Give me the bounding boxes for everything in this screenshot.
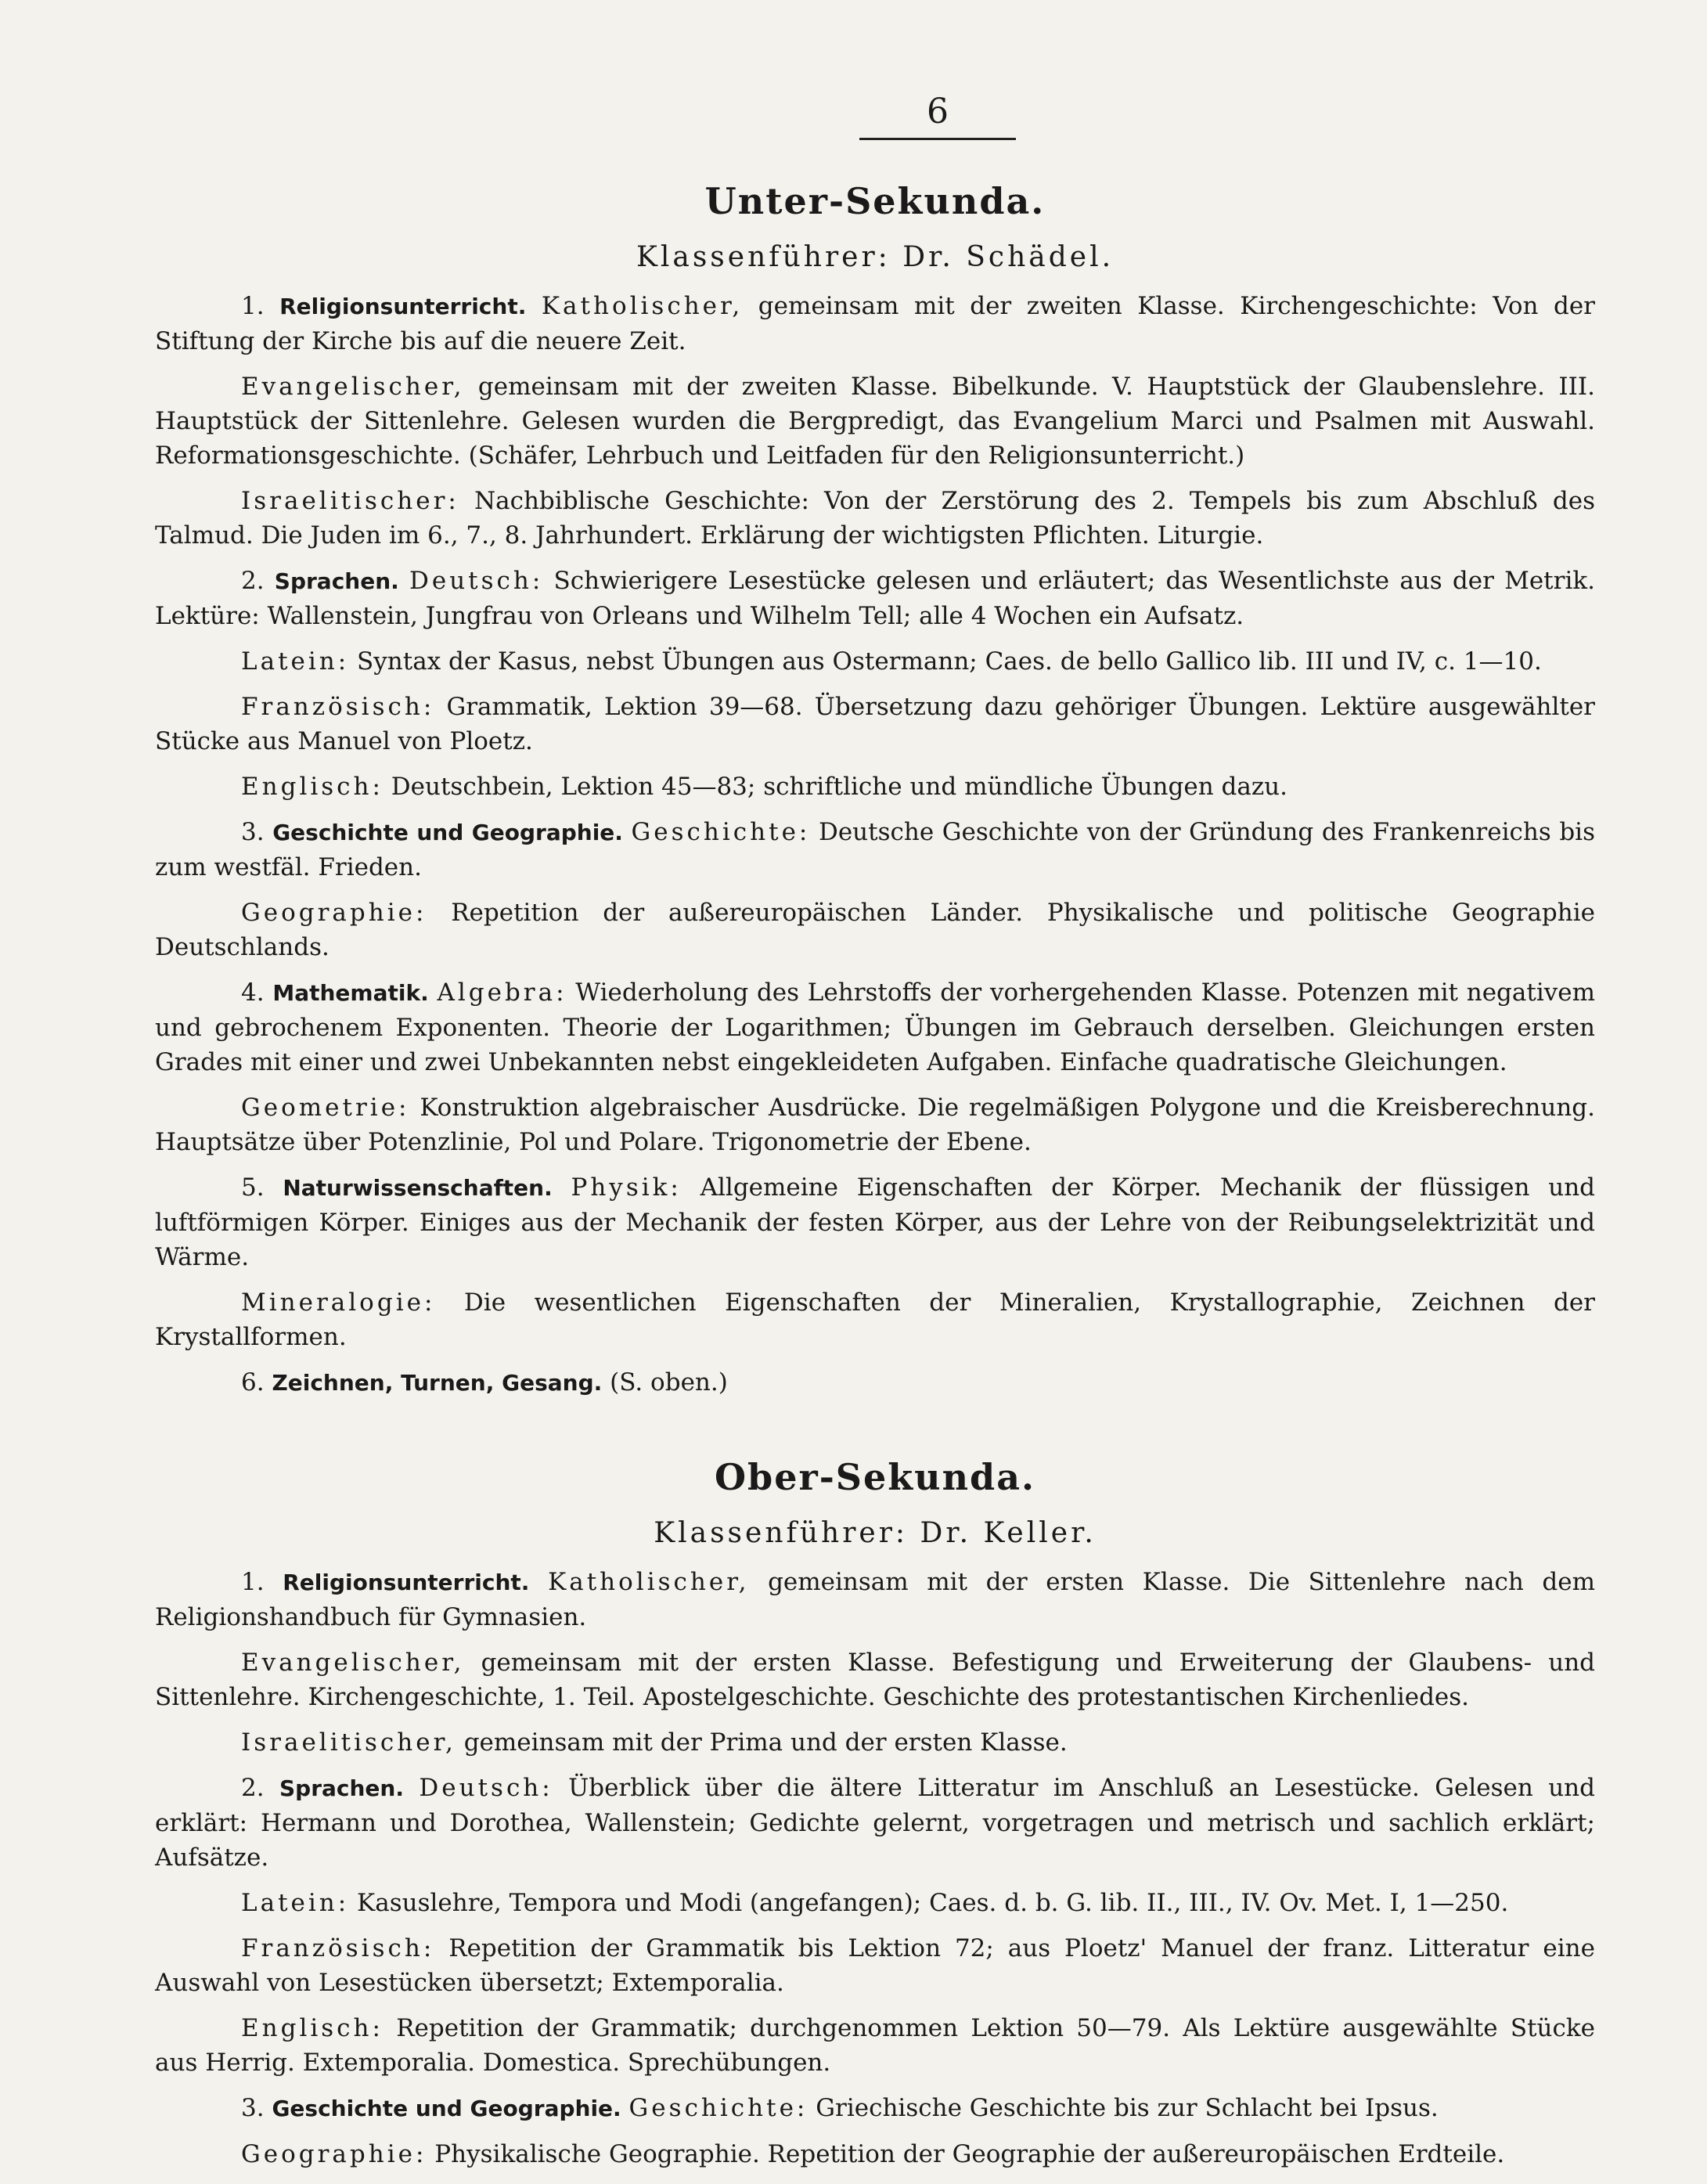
topic-text: Kasuslehre, Tempora und Modi (angefangen); Caes. d. b. G. lib. II., III., IV. Ov. Met. I, 1—250. xyxy=(349,1889,1509,1917)
curriculum-paragraph xyxy=(155,1645,1595,1714)
topic-label: Französisch: xyxy=(241,693,435,721)
curriculum-paragraph xyxy=(155,1365,1595,1400)
section-ober-sekunda xyxy=(155,1455,1595,2171)
topic-label: Latein: xyxy=(241,647,350,676)
subject-heading: Zeichnen, Turnen, Gesang. xyxy=(272,1370,603,1396)
topic-text: Repetition der Grammatik; durchgenommen Lektion 50—79. Als Lektüre ausgewählte Stücke aus Herrig. Extemporalia. Domestica. Sprechübungen. xyxy=(155,2014,1595,2077)
section-body xyxy=(155,289,1595,1400)
topic-label: Katholischer, xyxy=(541,292,744,320)
topic-text: gemeinsam mit der zweiten Klasse. Kirchengeschichte: Von der Stiftung der Kirche bis auf die neuere Zeit. xyxy=(155,292,1595,355)
item-number: 4. xyxy=(241,978,265,1007)
subject-heading: Mathematik. xyxy=(272,980,429,1006)
curriculum-paragraph xyxy=(155,644,1595,679)
topic-label: Geometrie: xyxy=(241,1094,410,1122)
section-title: Ober-Sekunda. xyxy=(714,1456,1036,1498)
topic-label: Englisch: xyxy=(241,2014,384,2042)
page-number: 6 xyxy=(927,92,949,132)
topic-text: Nachbiblische Geschichte: Von der Zerstörung des 2. Tempels bis zum Abschluß des Talmud. Die Juden im 6., 7., 8. Jahrhundert. Erklärung der wichtigsten Pflichten. Liturgie. xyxy=(155,487,1595,550)
subject-heading: Geschichte und Geographie. xyxy=(272,2096,621,2121)
topic-text: Die wesentlichen Eigenschaften der Mineralien, Krystallographie, Zeichnen der Krystallformen. xyxy=(155,1288,1595,1351)
topic-label: Physik: xyxy=(571,1173,682,1202)
topic-text: gemeinsam mit der ersten Klasse. Befestigung und Erweiterung der Glaubens- und Sittenlehre. Kirchengeschichte, 1. Teil. Apostelgeschichte. Geschichte des protestantischen Kirchenliedes. xyxy=(155,1649,1595,1711)
curriculum-paragraph xyxy=(155,1771,1595,1875)
subject-heading: Geschichte und Geographie. xyxy=(272,820,623,845)
section-body xyxy=(155,1565,1595,2171)
topic-text: Deutschbein, Lektion 45—83; schriftliche und mündliche Übungen dazu. xyxy=(383,773,1288,801)
topic-text: gemeinsam mit der ersten Klasse. Die Sittenlehre nach dem Religionshandbuch für Gymnasien. xyxy=(155,1568,1596,1631)
topic-label: Englisch: xyxy=(241,773,384,801)
item-number: 6. xyxy=(241,1368,265,1397)
curriculum-paragraph xyxy=(155,2091,1595,2126)
curriculum-paragraph xyxy=(155,975,1595,1079)
item-number: 5. xyxy=(241,1173,265,1202)
topic-text: gemeinsam mit der Prima und der ersten Klasse. xyxy=(456,1728,1068,1757)
topic-label: Evangelischer, xyxy=(241,373,465,401)
curriculum-paragraph xyxy=(155,369,1595,473)
class-teacher: Klassenführer: Dr. Schädel. xyxy=(636,241,1115,273)
subject-heading: Naturwissenschaften. xyxy=(283,1175,553,1201)
topic-text: (S. oben.) xyxy=(610,1368,728,1397)
topic-text: Grammatik, Lektion 39—68. Übersetzung dazu gehöriger Übungen. Lektüre ausgewählter Stücke aus Manuel von Ploetz. xyxy=(155,693,1595,755)
topic-label: Geschichte: xyxy=(631,818,811,846)
curriculum-paragraph xyxy=(155,2011,1595,2080)
topic-text: Deutsche Geschichte von der Gründung des Frankenreichs bis zum westfäl. Frieden. xyxy=(155,818,1595,881)
curriculum-paragraph xyxy=(155,1931,1595,2000)
curriculum-paragraph xyxy=(155,2137,1595,2171)
topic-label: Algebra: xyxy=(437,978,567,1007)
topic-text: Schwierigere Lesestücke gelesen und erläutert; das Wesentlichste aus der Metrik. Lektüre: Wallenstein, Jungfrau von Orleans und Wilhelm Tell; alle 4 Wochen ein Aufsatz. xyxy=(155,567,1595,630)
class-teacher: Klassenführer: Dr. Keller. xyxy=(654,1517,1097,1549)
topic-label: Israelitischer: xyxy=(241,487,459,515)
subject-heading: Religionsunterricht. xyxy=(279,294,527,319)
curriculum-paragraph xyxy=(155,564,1595,633)
topic-label: Geographie: xyxy=(241,2140,427,2168)
page-number-rule xyxy=(859,138,1016,140)
subject-heading: Sprachen. xyxy=(279,1775,404,1801)
topic-label: Geographie: xyxy=(241,899,427,927)
topic-label: Israelitischer, xyxy=(241,1728,456,1757)
curriculum-paragraph xyxy=(155,1285,1595,1354)
curriculum-paragraph xyxy=(155,484,1595,553)
curriculum-paragraph xyxy=(155,1090,1595,1159)
item-number: 3. xyxy=(241,2094,265,2122)
topic-text: Wiederholung des Lehrstoffs der vorhergehenden Klasse. Potenzen mit negativem und gebrochenem Exponenten. Theorie der Logarithmen; Übungen im Gebrauch derselben. Gleichungen ersten Grades mit einer und zwei Unbekannten nebst eingekleideten Aufgaben. Einfache quadratische Gleichungen. xyxy=(155,978,1595,1076)
topic-text: Syntax der Kasus, nebst Übungen aus Ostermann; Caes. de bello Gallico lib. III und IV, c. 1—10. xyxy=(349,647,1542,676)
topic-text: Physikalische Geographie. Repetition der Geographie der außereuropäischen Erdteile. xyxy=(427,2140,1505,2168)
topic-label: Geschichte: xyxy=(628,2094,808,2122)
section-unter-sekunda xyxy=(155,179,1595,1400)
topic-text: Repetition der Grammatik bis Lektion 72; aus Ploetz' Manuel der franz. Litteratur eine Auswahl von Lesestücken übersetzt; Extemporalia. xyxy=(155,1934,1595,1997)
item-number: 2. xyxy=(241,1774,265,1802)
curriculum-paragraph xyxy=(155,769,1595,804)
topic-text: Überblick über die ältere Litteratur im Anschluß an Lesestücke. Gelesen und erklärt: Hermann und Dorothea, Wallenstein; Gedichte gelernt, vorgetragen und metrisch und sachlich erklärt; Aufsätze. xyxy=(155,1774,1595,1872)
topic-label: Katholischer, xyxy=(548,1568,750,1596)
curriculum-paragraph xyxy=(155,1725,1595,1760)
item-number: 2. xyxy=(241,567,265,595)
curriculum-paragraph xyxy=(155,289,1595,359)
subject-heading: Religionsunterricht. xyxy=(283,1570,530,1595)
topic-text: Allgemeine Eigenschaften der Körper. Mechanik der flüssigen und luftförmigen Körper. Einiges aus der Mechanik der festen Körper, aus der Lehre von der Reibungselektrizität und Wärme. xyxy=(155,1173,1596,1271)
topic-text: Konstruktion algebraischer Ausdrücke. Die regelmäßigen Polygone und die Kreisberechnung. Hauptsätze über Potenzlinie, Pol und Polare. Trigonometrie der Ebene. xyxy=(155,1094,1595,1156)
topic-label: Deutsch: xyxy=(409,567,544,595)
topic-label: Französisch: xyxy=(241,1934,435,1962)
section-title: Unter-Sekunda. xyxy=(704,180,1046,222)
subject-heading: Sprachen. xyxy=(274,568,399,594)
page xyxy=(155,92,1595,2182)
curriculum-paragraph xyxy=(155,1565,1595,1634)
curriculum-paragraph xyxy=(155,815,1595,885)
curriculum-paragraph xyxy=(155,1170,1595,1274)
topic-text: gemeinsam mit der zweiten Klasse. Bibelkunde. V. Hauptstück der Glaubenslehre. III. Hauptstück der Sittenlehre. Gelesen wurden die Bergpredigt, das Evangelium Marci und Psalmen mit Auswahl. Reformationsgeschichte. (Schäfer, Lehrbuch und Leitfaden für den Religionsunterricht.) xyxy=(155,373,1595,470)
topic-label: Latein: xyxy=(241,1889,350,1917)
topic-text: Griechische Geschichte bis zur Schlacht bei Ipsus. xyxy=(808,2094,1439,2122)
topic-label: Evangelischer, xyxy=(241,1649,465,1677)
item-number: 1. xyxy=(241,292,265,320)
item-number: 1. xyxy=(241,1568,265,1596)
curriculum-paragraph xyxy=(155,690,1595,759)
topic-text: Repetition der außereuropäischen Länder. Physikalische und politische Geographie Deutschlands. xyxy=(155,899,1595,961)
topic-label: Deutsch: xyxy=(419,1774,553,1802)
item-number: 3. xyxy=(241,818,265,846)
topic-label: Mineralogie: xyxy=(241,1288,436,1317)
curriculum-paragraph xyxy=(155,1886,1595,1920)
curriculum-paragraph xyxy=(155,896,1595,964)
